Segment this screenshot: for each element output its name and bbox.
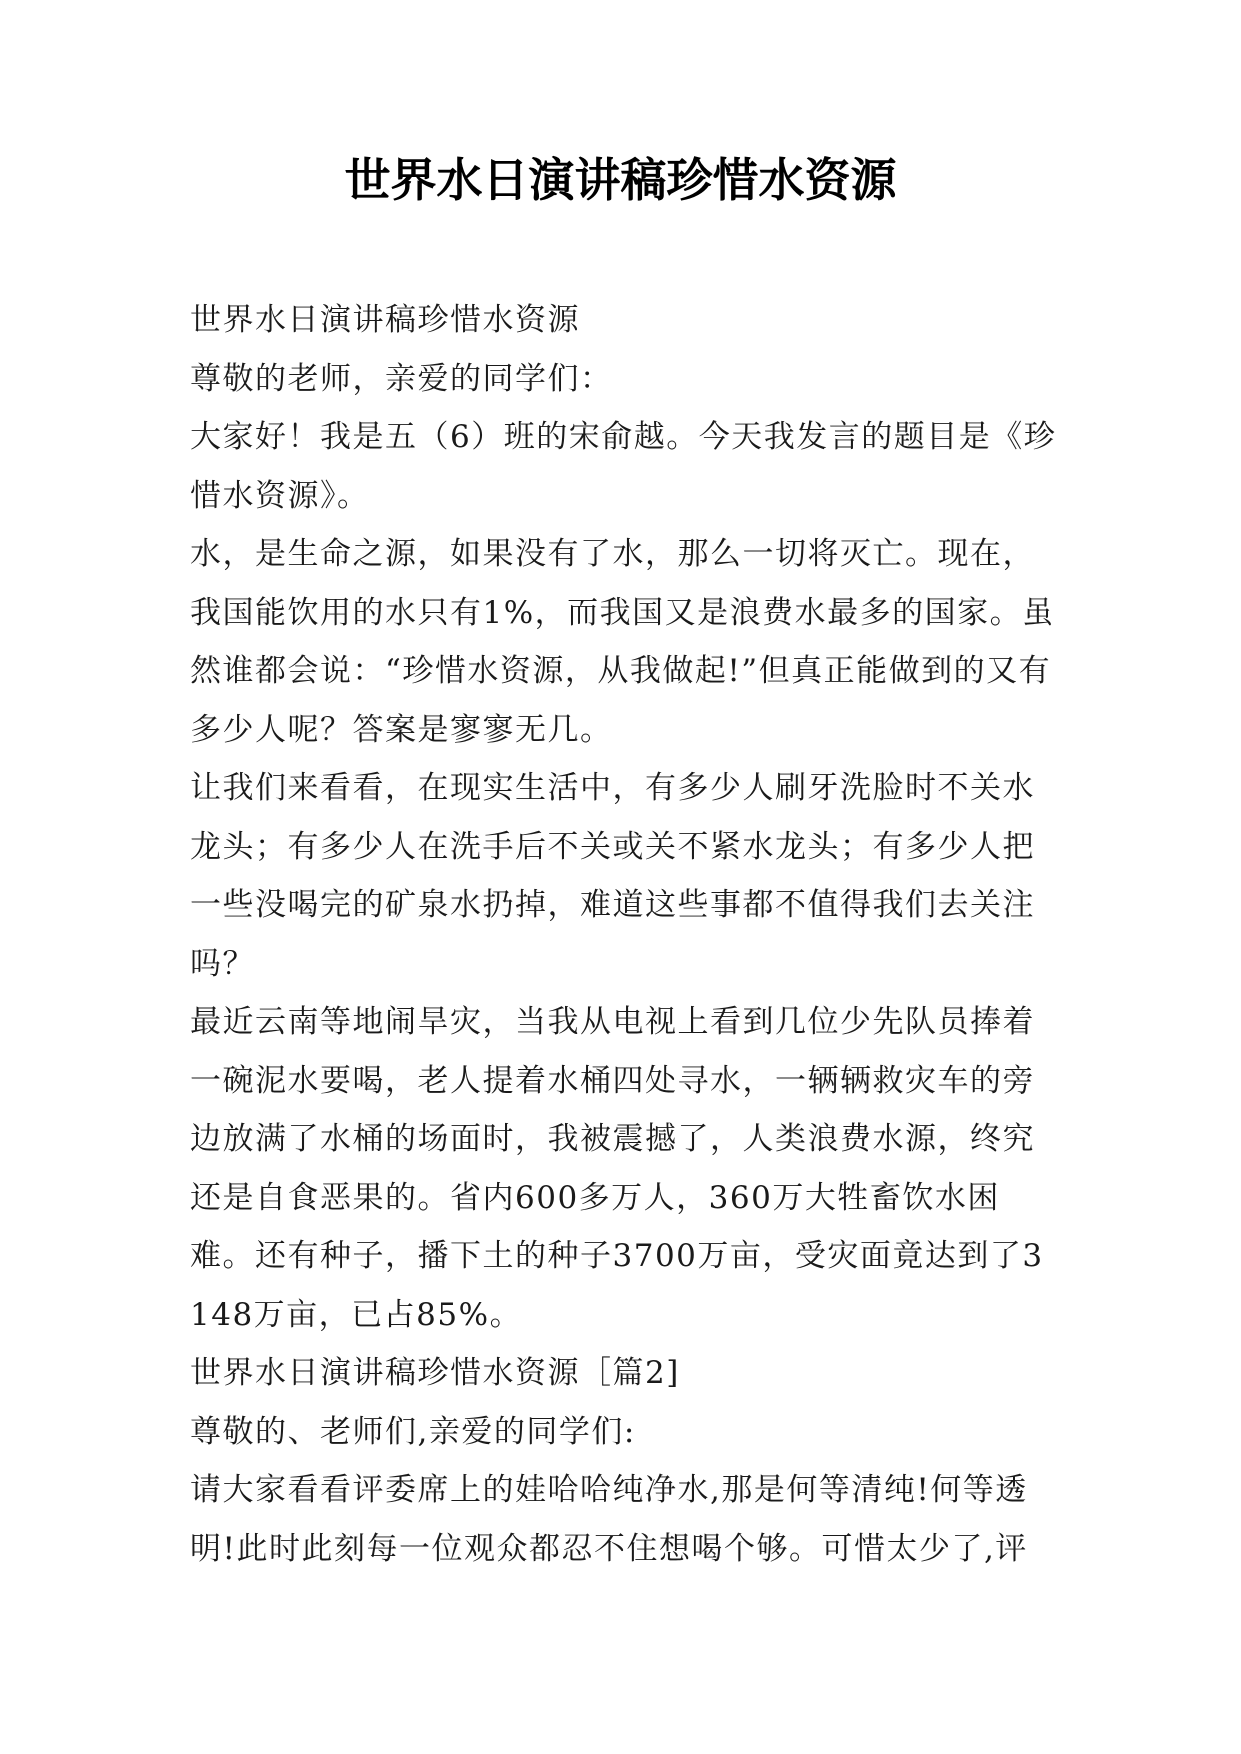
body-paragraph-greeting: 大家好！我是五（6）班的宋俞越。今天我发言的题目是《珍惜水资源》。	[190, 419, 1057, 514]
body-paragraph-section-2-opening: 请大家看看评委席上的娃哈哈纯净水,那是何等清纯!何等透明!此时此刻每一位观众都忍不住想喝个够。可惜太少了,评	[190, 1472, 1028, 1567]
body-paragraph-daily-waste: 让我们来看看，在现实生活中，有多少人刷牙洗脸时不关水龙头；有多少人在洗手后不关或关不紧水龙头；有多少人把一些没喝完的矿泉水扔掉，难道这些事都不值得我们去关注吗？	[190, 770, 1035, 982]
body-paragraph-heading: 世界水日演讲稿珍惜水资源	[190, 302, 580, 338]
body-paragraph-salutation: 尊敬的老师，亲爱的同学们：	[190, 360, 613, 397]
document-body	[190, 291, 1060, 1578]
document-title: 世界水日演讲稿珍惜水资源	[344, 153, 897, 207]
body-paragraph-drought: 最近云南等地闹旱灾，当我从电视上看到几位少先队员捧着一碗泥水要喝，老人提着水桶四处寻水，一辆辆救灾车的旁边放满了水桶的场面时，我被震撼了，人类浪费水源，终究还是自食恶果的。省内600多万人，360万大牲畜饮水困难。还有种子，播下土的种子3700万亩，受灾面竟达到了3148万亩，已占85%。	[190, 1004, 1044, 1333]
body-paragraph-section-2-heading: 世界水日演讲稿珍惜水资源［篇2]	[190, 1355, 680, 1391]
body-paragraph-water-source: 水，是生命之源，如果没有了水，那么一切将灭亡。现在，我国能饮用的水只有1%，而我国又是浪费水最多的国家。虽然谁都会说：“珍惜水资源，从我做起!”但真正能做到的又有多少人呢？答案是寥寥无几。	[190, 536, 1055, 748]
body-paragraph-section-2-salutation: 尊敬的、老师们,亲爱的同学们:	[190, 1413, 636, 1450]
